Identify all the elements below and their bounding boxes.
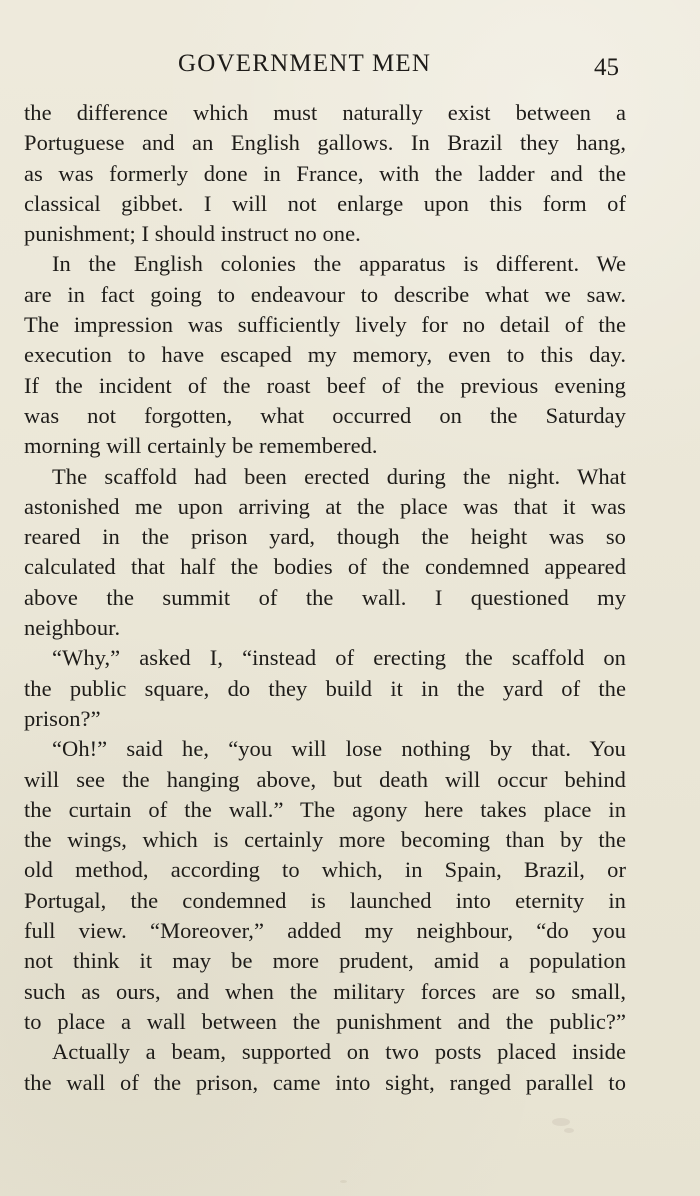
text-line: prison?” (24, 705, 101, 731)
text-line: to place a wall between the punishment and the public?” (24, 1008, 626, 1034)
text-line: the difference which must naturally exist between a (24, 100, 626, 125)
body-text (24, 98, 626, 1098)
text-line: If the incident of the roast beef of the previous evening (24, 372, 626, 398)
text-line: such as ours, and when the military forces are so small, (24, 978, 626, 1004)
paper-speck (564, 1128, 574, 1133)
text-line: the public square, do they build it in the yard of the (24, 675, 626, 701)
text-line: astonished me upon arriving at the place was that it was (24, 493, 626, 519)
text-line: classical gibbet. I will not enlarge upon this form of (24, 190, 626, 216)
text-line: was not forgotten, what occurred on the Saturday (24, 402, 626, 428)
paragraph-first-line: Actually a beam, supported on two posts placed inside (52, 1039, 626, 1065)
paragraph-first-line: “Oh!” said he, “you will lose nothing by that. You (52, 736, 626, 762)
text-line: as was formerly done in France, with the ladder and the (24, 160, 626, 186)
text-line: The impression was sufficiently lively for no detail of the (24, 312, 626, 338)
paper-speck (340, 1180, 347, 1183)
text-line: old method, according to which, in Spain, Brazil, or (24, 857, 626, 883)
text-line: neighbour. (24, 615, 121, 641)
text-line: not think it may be more prudent, amid a population (24, 948, 626, 974)
paragraph-first-line: “Why,” asked I, “instead of erecting the scaffold on (52, 645, 626, 671)
text-line: calculated that half the bodies of the condemned appeared (24, 554, 626, 580)
text-line: Portugal, the condemned is launched into eternity in (24, 887, 626, 913)
text-line: the curtain of the wall.” The agony here takes place in (24, 796, 626, 822)
running-head (0, 47, 700, 87)
text-line: execution to have escaped my memory, even to this day. (24, 342, 626, 368)
text-line: reared in the prison yard, though the height was so (24, 524, 626, 550)
text-line: morning will certainly be remembered. (24, 433, 378, 459)
paragraph-first-line: The scaffold had been erected during the night. What (52, 463, 626, 489)
text-line: punishment; I should instruct no one. (24, 221, 361, 247)
paragraph-first-line: In the English colonies the apparatus is different. We (52, 251, 626, 277)
text-line: are in fact going to endeavour to describe what we saw. (24, 281, 626, 307)
text-line: will see the hanging above, but death will occur behind (24, 766, 626, 792)
text-line: full view. “Moreover,” added my neighbour, “do you (24, 918, 626, 944)
page-number: 45 (594, 54, 619, 81)
text-line: the wall of the prison, came into sight, ranged parallel to (24, 1069, 626, 1095)
text-line: the wings, which is certainly more becoming than by the (24, 827, 626, 853)
text-line: above the summit of the wall. I questioned my (24, 584, 626, 610)
text-line: Portuguese and an English gallows. In Brazil they hang, (24, 130, 626, 156)
paper-speck (552, 1118, 570, 1126)
running-title: GOVERNMENT MEN (178, 50, 432, 77)
